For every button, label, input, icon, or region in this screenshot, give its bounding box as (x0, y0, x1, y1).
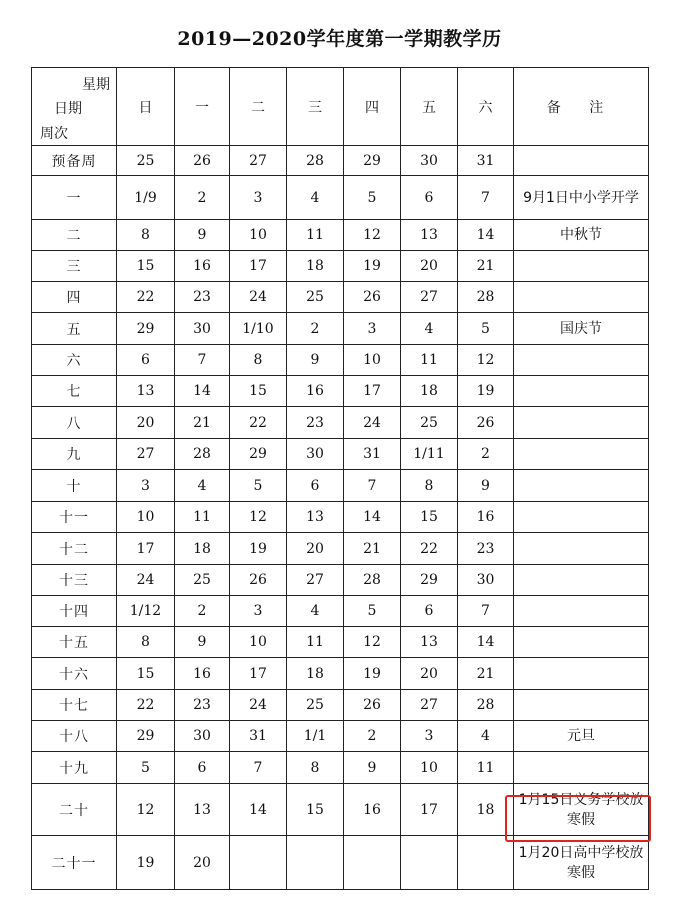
date-cell: 2 (175, 596, 230, 627)
table-row (32, 721, 649, 752)
header-note: 备 注 (514, 68, 649, 146)
date-cell: 31 (458, 146, 514, 176)
week-cell: 预备周 (32, 146, 117, 176)
date-cell: 13 (401, 627, 458, 658)
date-cell: 3 (401, 721, 458, 752)
date-cell: 8 (287, 752, 344, 784)
week-cell: 十三 (32, 565, 117, 596)
date-cell: 16 (458, 502, 514, 533)
date-cell: 19 (230, 533, 287, 565)
date-cell: 20 (287, 533, 344, 565)
week-cell: 十五 (32, 627, 117, 658)
date-cell: 14 (458, 627, 514, 658)
date-cell: 10 (344, 345, 401, 376)
date-cell: 5 (230, 470, 287, 502)
header-day-sun: 日 (117, 68, 175, 146)
date-cell: 13 (175, 784, 230, 836)
table-row (32, 565, 649, 596)
week-cell: 五 (32, 313, 117, 345)
date-cell: 15 (401, 502, 458, 533)
date-cell: 15 (230, 376, 287, 407)
week-cell: 七 (32, 376, 117, 407)
header-day-wed: 三 (287, 68, 344, 146)
date-cell: 18 (287, 658, 344, 690)
header-day-sat: 六 (458, 68, 514, 146)
date-cell: 31 (344, 439, 401, 470)
note-cell: 中秋节 (514, 220, 649, 251)
note-cell (514, 502, 649, 533)
date-cell: 8 (401, 470, 458, 502)
date-cell: 14 (458, 220, 514, 251)
date-cell: 1/12 (117, 596, 175, 627)
date-cell: 25 (175, 565, 230, 596)
date-cell: 11 (458, 752, 514, 784)
date-cell: 27 (401, 282, 458, 313)
date-cell: 28 (344, 565, 401, 596)
date-cell: 2 (458, 439, 514, 470)
date-cell: 12 (230, 502, 287, 533)
date-cell: 6 (401, 176, 458, 220)
date-cell: 19 (344, 251, 401, 282)
date-cell: 25 (287, 282, 344, 313)
note-cell (514, 565, 649, 596)
week-cell: 十 (32, 470, 117, 502)
table-row (32, 470, 649, 502)
week-cell: 十一 (32, 502, 117, 533)
date-cell: 30 (458, 565, 514, 596)
date-cell: 4 (458, 721, 514, 752)
table-row (32, 282, 649, 313)
week-cell: 六 (32, 345, 117, 376)
date-cell (287, 836, 344, 890)
date-cell: 14 (175, 376, 230, 407)
date-cell: 16 (287, 376, 344, 407)
date-cell: 12 (117, 784, 175, 836)
date-cell: 17 (401, 784, 458, 836)
table-row (32, 439, 649, 470)
date-cell: 9 (287, 345, 344, 376)
date-cell: 4 (287, 176, 344, 220)
week-cell: 二十一 (32, 836, 117, 890)
date-cell: 17 (117, 533, 175, 565)
header-day-thu: 四 (344, 68, 401, 146)
date-cell: 9 (458, 470, 514, 502)
date-cell: 17 (230, 658, 287, 690)
date-cell: 8 (117, 220, 175, 251)
date-cell: 8 (230, 345, 287, 376)
date-cell: 25 (401, 407, 458, 439)
date-cell: 31 (230, 721, 287, 752)
note-cell (514, 658, 649, 690)
table-row (32, 220, 649, 251)
date-cell: 9 (175, 627, 230, 658)
date-cell: 5 (344, 596, 401, 627)
date-cell: 25 (117, 146, 175, 176)
table-row (32, 533, 649, 565)
date-cell: 11 (401, 345, 458, 376)
date-cell: 10 (230, 627, 287, 658)
note-cell (514, 627, 649, 658)
table-row (32, 176, 649, 220)
date-cell: 18 (287, 251, 344, 282)
date-cell: 23 (287, 407, 344, 439)
note-cell (514, 146, 649, 176)
date-cell: 21 (458, 251, 514, 282)
date-cell: 29 (344, 146, 401, 176)
date-cell: 27 (117, 439, 175, 470)
date-cell: 15 (117, 251, 175, 282)
date-cell: 30 (401, 146, 458, 176)
date-cell: 13 (401, 220, 458, 251)
date-cell: 17 (230, 251, 287, 282)
date-cell (401, 836, 458, 890)
date-cell: 21 (344, 533, 401, 565)
date-cell: 1/11 (401, 439, 458, 470)
note-cell (514, 439, 649, 470)
table-row (32, 146, 649, 176)
corner-label-weekday: 星期 (82, 77, 110, 93)
date-cell: 10 (401, 752, 458, 784)
date-cell: 26 (230, 565, 287, 596)
note-cell (514, 251, 649, 282)
table-row (32, 752, 649, 784)
date-cell: 29 (230, 439, 287, 470)
date-cell: 12 (344, 627, 401, 658)
date-cell: 28 (175, 439, 230, 470)
date-cell: 14 (230, 784, 287, 836)
date-cell: 8 (117, 627, 175, 658)
date-cell: 13 (117, 376, 175, 407)
date-cell: 19 (117, 836, 175, 890)
date-cell: 18 (458, 784, 514, 836)
header-corner-cell (32, 68, 117, 146)
week-cell: 十四 (32, 596, 117, 627)
note-cell: 元旦 (514, 721, 649, 752)
note-cell (514, 596, 649, 627)
table-row (32, 313, 649, 345)
date-cell: 28 (458, 282, 514, 313)
date-cell: 9 (344, 752, 401, 784)
table-row (32, 690, 649, 721)
date-cell: 4 (175, 470, 230, 502)
date-cell: 1/1 (287, 721, 344, 752)
date-cell: 18 (401, 376, 458, 407)
week-cell: 九 (32, 439, 117, 470)
date-cell: 5 (344, 176, 401, 220)
date-cell: 24 (230, 282, 287, 313)
header-day-mon: 一 (175, 68, 230, 146)
week-cell: 十七 (32, 690, 117, 721)
date-cell: 4 (287, 596, 344, 627)
date-cell: 29 (117, 721, 175, 752)
table-row (32, 407, 649, 439)
date-cell: 26 (344, 282, 401, 313)
table-row (32, 376, 649, 407)
week-cell: 十二 (32, 533, 117, 565)
note-cell: 1月15日义务学校放寒假 (514, 784, 649, 836)
date-cell: 4 (401, 313, 458, 345)
calendar-table (31, 67, 649, 890)
date-cell: 11 (287, 627, 344, 658)
date-cell: 7 (458, 176, 514, 220)
date-cell (458, 836, 514, 890)
week-cell: 十八 (32, 721, 117, 752)
date-cell: 27 (230, 146, 287, 176)
note-cell (514, 690, 649, 721)
date-cell: 29 (117, 313, 175, 345)
date-cell: 24 (230, 690, 287, 721)
date-cell: 24 (117, 565, 175, 596)
note-cell: 国庆节 (514, 313, 649, 345)
date-cell: 26 (344, 690, 401, 721)
date-cell: 3 (344, 313, 401, 345)
date-cell: 20 (401, 658, 458, 690)
date-cell: 20 (117, 407, 175, 439)
table-row (32, 502, 649, 533)
date-cell: 27 (287, 565, 344, 596)
corner-label-week: 周次 (40, 126, 68, 142)
date-cell: 11 (175, 502, 230, 533)
header-day-fri: 五 (401, 68, 458, 146)
table-row (32, 836, 649, 890)
table-row (32, 596, 649, 627)
date-cell: 30 (175, 721, 230, 752)
date-cell: 6 (175, 752, 230, 784)
date-cell: 26 (458, 407, 514, 439)
week-cell: 八 (32, 407, 117, 439)
date-cell: 26 (175, 146, 230, 176)
header-row (32, 68, 649, 146)
date-cell: 22 (230, 407, 287, 439)
note-cell (514, 752, 649, 784)
date-cell (344, 836, 401, 890)
date-cell: 1/9 (117, 176, 175, 220)
date-cell: 10 (230, 220, 287, 251)
date-cell: 2 (175, 176, 230, 220)
date-cell: 19 (458, 376, 514, 407)
date-cell: 25 (287, 690, 344, 721)
date-cell: 20 (175, 836, 230, 890)
date-cell: 28 (458, 690, 514, 721)
date-cell: 22 (117, 690, 175, 721)
table-row (32, 627, 649, 658)
date-cell: 30 (287, 439, 344, 470)
page-title: 2019—2020学年度第一学期教学历 (177, 28, 502, 50)
date-cell: 17 (344, 376, 401, 407)
date-cell: 11 (287, 220, 344, 251)
date-cell: 7 (230, 752, 287, 784)
date-cell: 1/10 (230, 313, 287, 345)
corner-label-date: 日期 (54, 101, 82, 117)
note-cell (514, 533, 649, 565)
note-cell (514, 345, 649, 376)
date-cell: 10 (117, 502, 175, 533)
date-cell: 2 (344, 721, 401, 752)
date-cell: 7 (458, 596, 514, 627)
date-cell: 16 (175, 658, 230, 690)
date-cell: 5 (117, 752, 175, 784)
week-cell: 十六 (32, 658, 117, 690)
highlight-box (505, 795, 651, 842)
date-cell: 9 (175, 220, 230, 251)
week-cell: 一 (32, 176, 117, 220)
date-cell: 20 (401, 251, 458, 282)
date-cell: 14 (344, 502, 401, 533)
date-cell: 16 (344, 784, 401, 836)
date-cell: 12 (344, 220, 401, 251)
table-row (32, 345, 649, 376)
date-cell: 12 (458, 345, 514, 376)
date-cell: 3 (230, 176, 287, 220)
date-cell: 15 (117, 658, 175, 690)
date-cell: 24 (344, 407, 401, 439)
note-cell: 1月20日高中学校放寒假 (514, 836, 649, 890)
week-cell: 十九 (32, 752, 117, 784)
table-row (32, 251, 649, 282)
date-cell: 16 (175, 251, 230, 282)
date-cell: 22 (117, 282, 175, 313)
week-cell: 二十 (32, 784, 117, 836)
note-cell (514, 376, 649, 407)
week-cell: 二 (32, 220, 117, 251)
date-cell: 15 (287, 784, 344, 836)
note-cell (514, 407, 649, 439)
date-cell: 13 (287, 502, 344, 533)
date-cell: 23 (458, 533, 514, 565)
date-cell: 6 (401, 596, 458, 627)
note-cell: 9月1日中小学开学 (514, 176, 649, 220)
date-cell: 23 (175, 690, 230, 721)
date-cell: 21 (458, 658, 514, 690)
header-day-tue: 二 (230, 68, 287, 146)
date-cell: 22 (401, 533, 458, 565)
date-cell: 19 (344, 658, 401, 690)
date-cell: 21 (175, 407, 230, 439)
date-cell: 27 (401, 690, 458, 721)
week-cell: 三 (32, 251, 117, 282)
date-cell: 2 (287, 313, 344, 345)
note-cell (514, 282, 649, 313)
date-cell: 29 (401, 565, 458, 596)
date-cell: 7 (175, 345, 230, 376)
date-cell: 6 (117, 345, 175, 376)
date-cell: 6 (287, 470, 344, 502)
date-cell: 28 (287, 146, 344, 176)
table-row (32, 658, 649, 690)
date-cell: 30 (175, 313, 230, 345)
date-cell: 7 (344, 470, 401, 502)
date-cell (230, 836, 287, 890)
date-cell: 5 (458, 313, 514, 345)
date-cell: 3 (117, 470, 175, 502)
note-cell (514, 470, 649, 502)
date-cell: 23 (175, 282, 230, 313)
date-cell: 3 (230, 596, 287, 627)
week-cell: 四 (32, 282, 117, 313)
date-cell: 18 (175, 533, 230, 565)
